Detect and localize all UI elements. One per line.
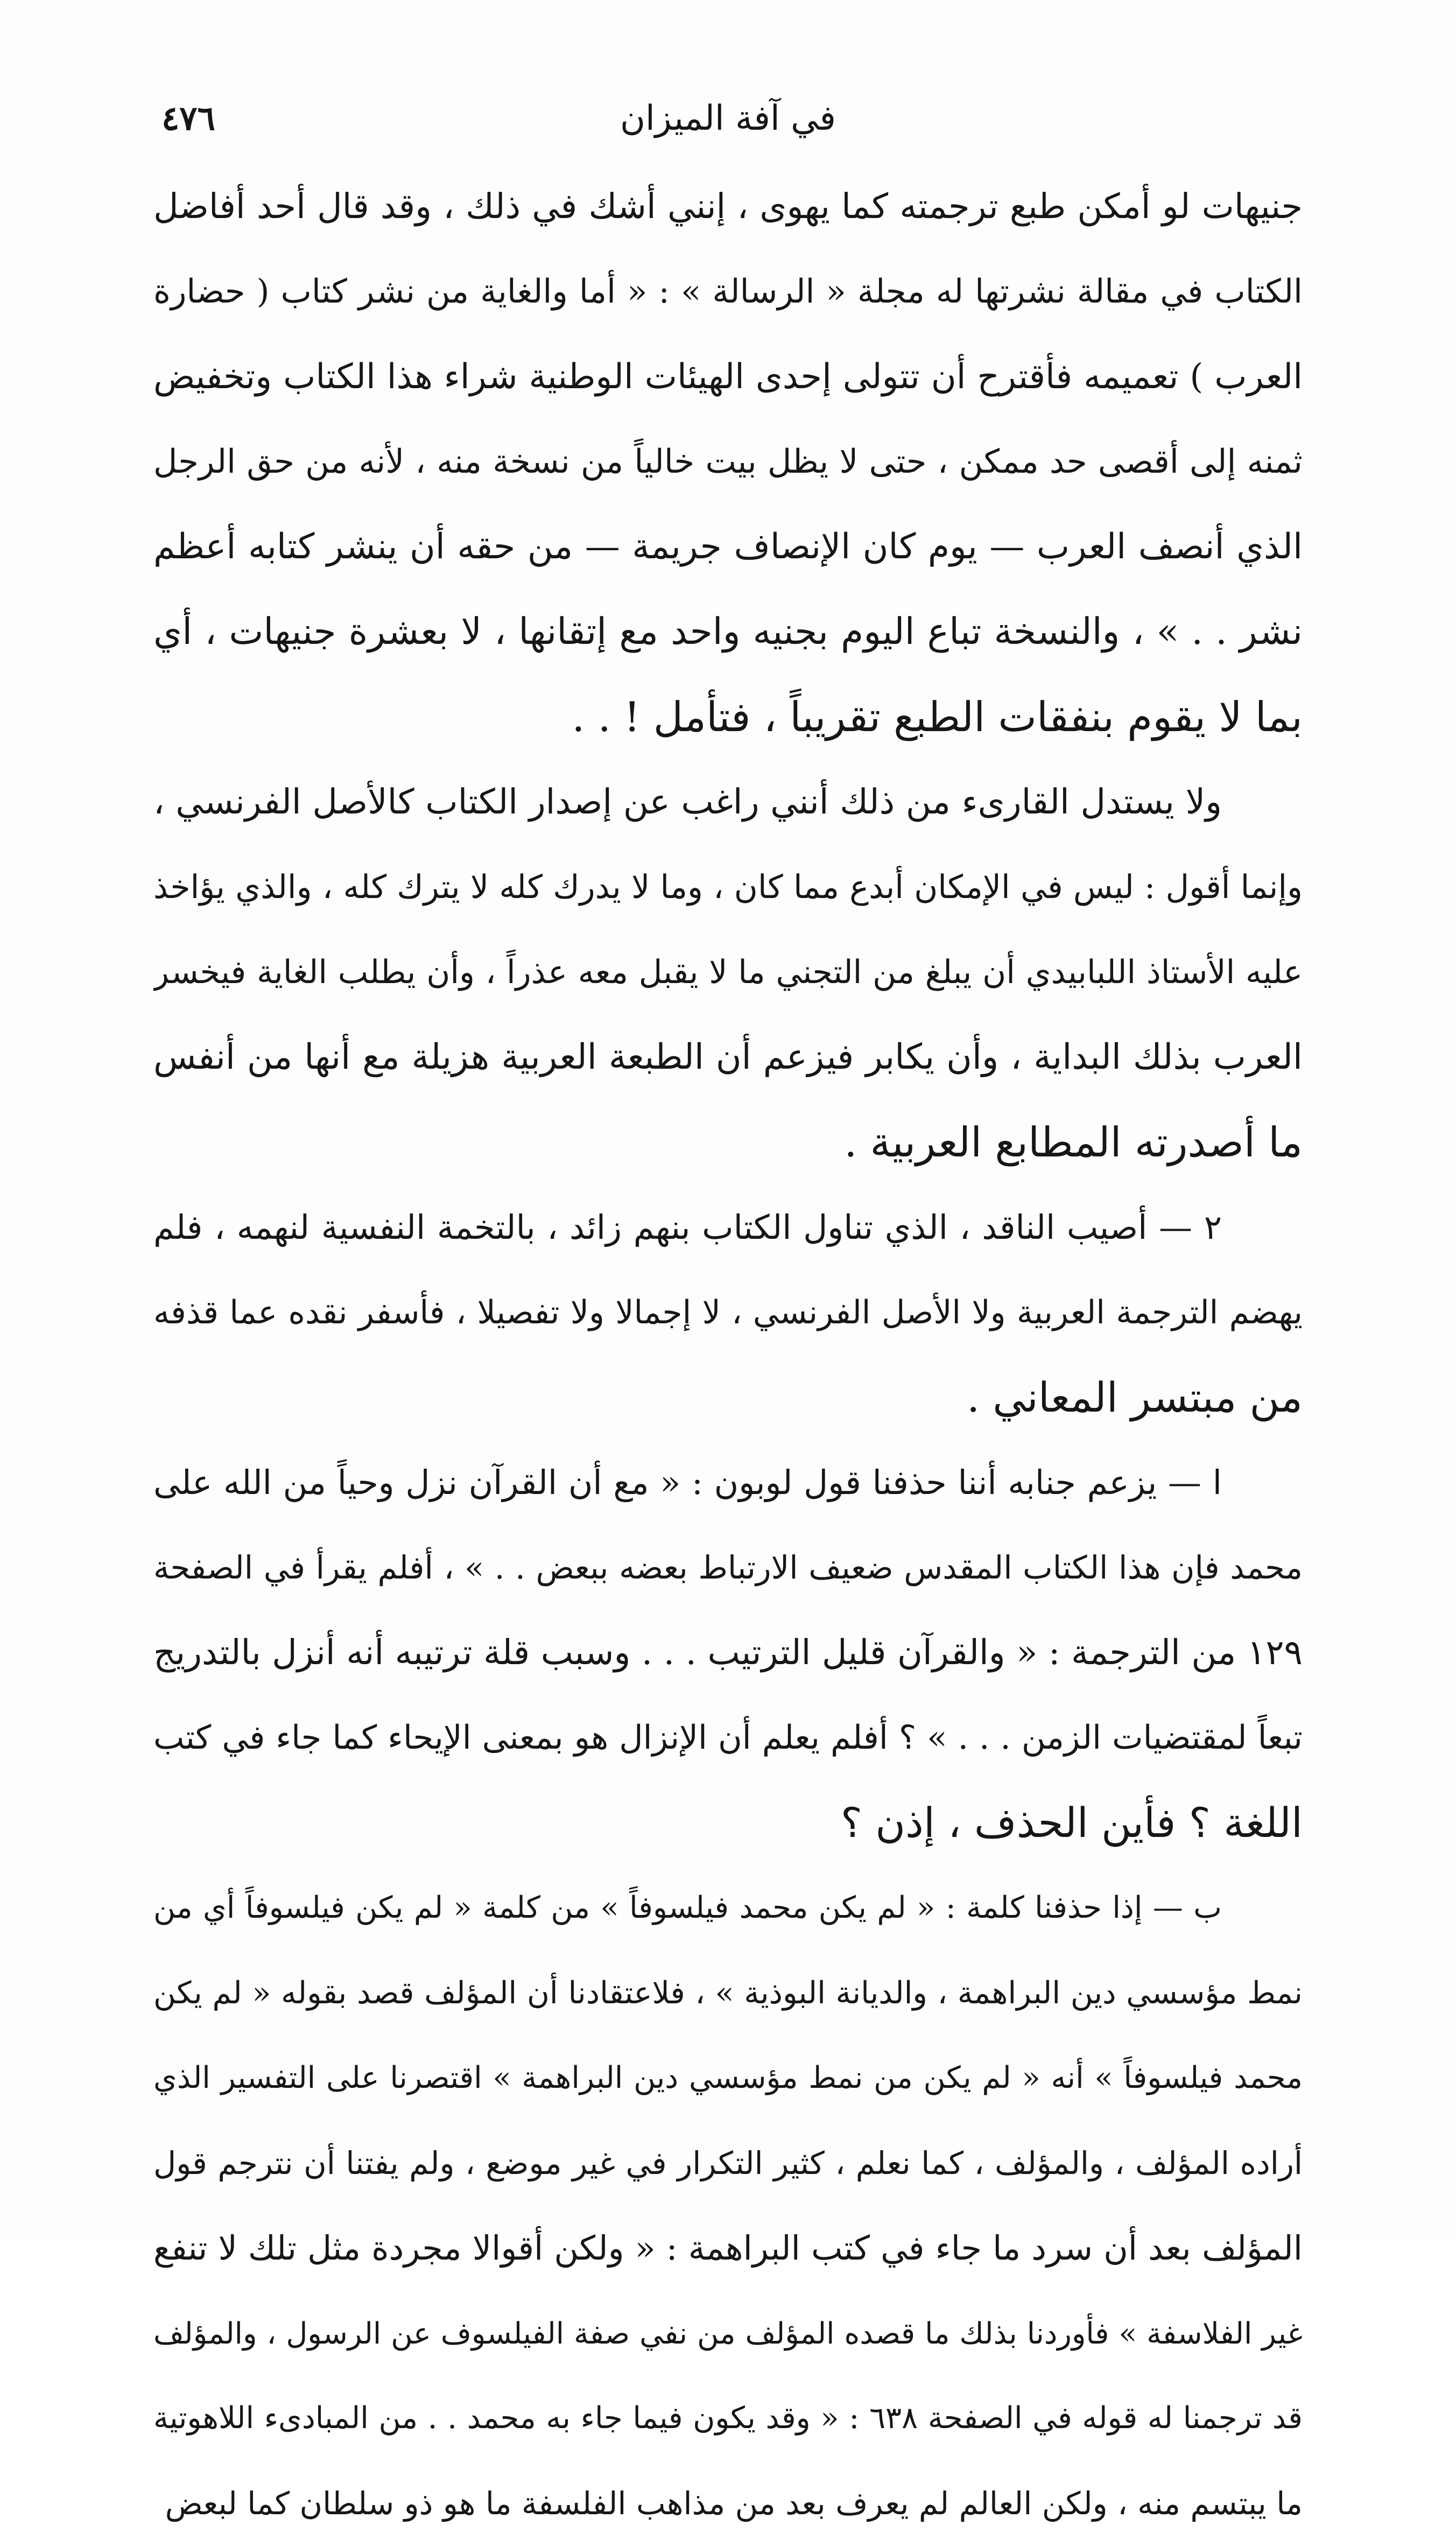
text-line: من مبتسر المعاني . <box>966 1373 1303 1421</box>
text-line: ا — يزعم جنابه أننا حذفنا قول لوبون : « مع أن القرآن نزل وحياً من الله على <box>153 1463 1222 1502</box>
text-line: نمط مؤسسي دين البراهمة ، والديانة البوذية » ، فلاعتقادنا أن المؤلف قصد بقوله « لم يكن <box>153 1975 1303 2011</box>
text-line: الكتاب في مقالة نشرتها له مجلة « الرسالة » : « أما والغاية من نشر كتاب ( حضارة <box>153 272 1303 311</box>
body-text <box>153 164 1303 2546</box>
text-line: وإنما أقول : ليس في الإمكان أبدع مما كان ، وما لا يدرك كله لا يترك كله ، والذي يؤاخذ <box>153 868 1303 906</box>
text-line: محمد فيلسوفاً » أنه « لم يكن من نمط مؤسسي دين البراهمة » اقتصرنا على التفسير الذي <box>153 2060 1303 2095</box>
text-line: محمد فإن هذا الكتاب المقدس ضعيف الارتباط بعضه ببعض . . » ، أفلم يقرأ في الصفحة <box>153 1549 1303 1586</box>
text-line: جنيهات لو أمكن طبع ترجمته كما يهوى ، إنني أشك في ذلك ، وقد قال أحد أفاضل <box>153 187 1303 227</box>
text-line: تبعاً لمقتضيات الزمن . . . » ؟ أفلم يعلم أن الإنزال هو بمعنى الإيحاء كما جاء في كتب <box>153 1719 1303 1757</box>
text-line: نشر . . » ، والنسخة تباع اليوم بجنيه واحد مع إتقانها ، لا بعشرة جنيهات ، أي <box>153 611 1303 653</box>
text-line: ٢ — أصيب الناقد ، الذي تناول الكتاب بنهم زائد ، بالتخمة النفسية لنهمه ، فلم <box>153 1208 1222 1247</box>
page-header <box>161 94 1295 153</box>
paragraph <box>153 1865 1303 2546</box>
text-line: اللغة ؟ فأين الحذف ، إذن ؟ <box>840 1799 1303 1847</box>
text-line: أراده المؤلف ، والمؤلف ، كما نعلم ، كثير التكرار في غير موضع ، ولم يفتنا أن نترجم قول <box>153 2145 1303 2182</box>
text-line: غير الفلاسفة » فأوردنا بذلك ما قصده المؤلف من نفي صفة الفيلسوف عن الرسول ، والمؤلف <box>153 2316 1303 2351</box>
paragraph <box>153 760 1303 1185</box>
text-line: العرب ) تعميمه فأقترح أن تتولى إحدى الهيئات الوطنية شراء هذا الكتاب وتخفيض <box>153 357 1303 397</box>
text-line: الذي أنصف العرب — يوم كان الإنصاف جريمة — من حقه أن ينشر كتابه أعظم <box>153 527 1303 567</box>
text-line: ١٢٩ من الترجمة : « والقرآن قليل الترتيب . . . وسبب قلة ترتيبه أنه أنزل بالتدريج <box>153 1633 1303 1673</box>
text-line: ما أصدرته المطابع العربية . <box>844 1118 1303 1166</box>
text-line: المؤلف بعد أن سرد ما جاء في كتب البراهمة : « ولكن أقوالا مجردة مثل تلك لا تنفع <box>153 2228 1303 2268</box>
paragraph <box>153 1440 1303 1865</box>
text-line: بما لا يقوم بنفقات الطبع تقريباً ، فتأمل ! . . <box>572 693 1303 741</box>
text-line: قد ترجمنا له قوله في الصفحة ٦٣٨ : « وقد يكون فيما جاء به محمد . . من المبادىء اللاهوتية <box>153 2401 1303 2436</box>
text-line: ب — إذا حذفنا كلمة : « لم يكن محمد فيلسوفاً » من كلمة « لم يكن فيلسوفاً أي من <box>153 1890 1222 1925</box>
paragraph <box>153 164 1303 760</box>
running-title: في آفة الميزان <box>620 99 836 138</box>
text-line: ثمنه إلى أقصى حد ممكن ، حتى لا يظل بيت خالياً من نسخة منه ، لأنه من حق الرجل <box>153 443 1303 481</box>
text-line: عليه الأستاذ اللبابيدي أن يبلغ من التجني ما لا يقبل معه عذراً ، وأن يطلب الغاية فيخسر <box>153 953 1303 991</box>
paragraph <box>153 1185 1303 1440</box>
text-line: ما يبتسم منه ، ولكن العالم لم يعرف بعد من مذاهب الفلسفة ما هو ذو سلطان كما لبعض <box>165 2485 1303 2522</box>
text-line: يهضم الترجمة العربية ولا الأصل الفرنسي ، لا إجمالا ولا تفصيلا ، فأسفر نقده عما قذفه <box>153 1294 1303 1331</box>
text-line: ولا يستدل القارىء من ذلك أنني راغب عن إصدار الكتاب كالأصل الفرنسي ، <box>153 782 1222 822</box>
page-number: ٤٧٦ <box>161 99 215 138</box>
text-line: العرب بذلك البداية ، وأن يكابر فيزعم أن الطبعة العربية هزيلة مع أنها من أنفس <box>153 1037 1303 1077</box>
